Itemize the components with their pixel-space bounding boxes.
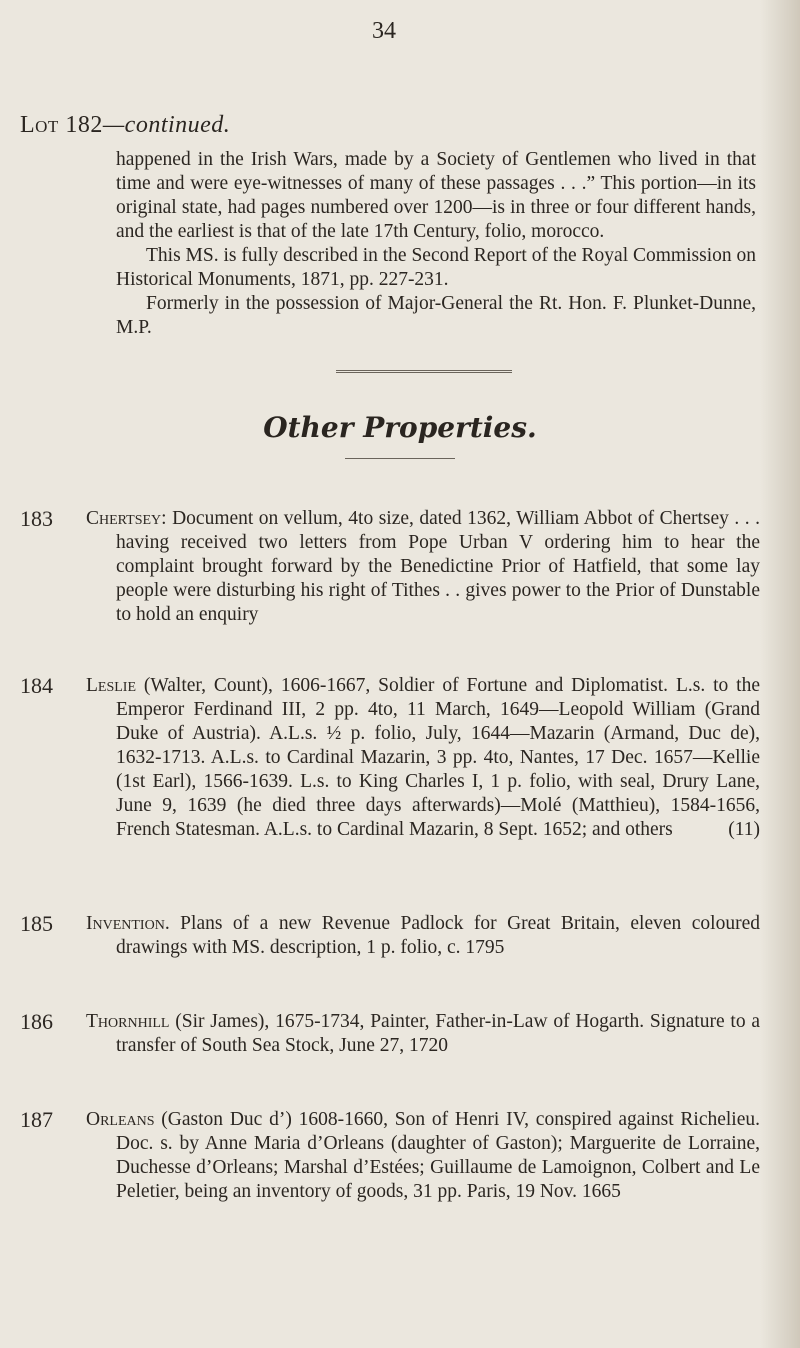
- page-number: 34: [372, 18, 396, 44]
- lot-text: : Document on vellum, 4to size, dated 1362, William Abbot of Chertsey . . . having received two letters from Pope Urban V ordering him to hear the complaint brought forward by the Benedictine Prior of Hatfield, that some lay people were disturbing his right of Tithes . . gives power to the Prior of Dunstable to hold an enquiry: [116, 508, 760, 625]
- double-rule-divider: [336, 370, 512, 373]
- lot-text: . Plans of a new Revenue Padlock for Great Britain, eleven coloured drawings with MS. description, 1 p. folio, c. 1795: [116, 913, 760, 958]
- lot-text: (Gaston Duc d’) 1608-1660, Son of Henri IV, conspired against Richelieu. Doc. s. by Anne Maria d’Orleans (daughter of Gaston); Marguerite de Lorraine, Duchesse d’Orleans; Marshal d’Estées; Guillaume de Lamoignon, Colbert and Le Peletier, being an inventory of goods, 31 pp. Paris, 19 Nov. 1665: [116, 1109, 760, 1202]
- lot-number: 185: [20, 911, 53, 936]
- lot-183: [20, 507, 760, 627]
- continued-paragraph: happened in the Irish Wars, made by a Society of Gentlemen who lived in that time and were eye-witnesses of many of these passages . . .” This portion—in its original state, had pages numbered over 1200—is in three or four different hands, and the earliest is that of the late 17th Century, folio, morocco.: [116, 149, 756, 242]
- lot-number: 184: [20, 673, 53, 698]
- lot-186: [20, 1010, 760, 1058]
- continued-label: —continued.: [102, 112, 231, 138]
- lot-description: [86, 1010, 760, 1058]
- lot-185: [20, 912, 760, 960]
- lot-name: Chertsey: [86, 508, 162, 529]
- short-rule-divider: [345, 458, 455, 459]
- lot-name: Thornhill: [86, 1011, 170, 1032]
- lot-name: Orleans: [86, 1109, 155, 1130]
- lot-continued-number: 182: [65, 112, 103, 138]
- lot-text: (Walter, Count), 1606-1667, Soldier of Fortune and Diplomatist. L.s. to the Emperor Ferdinand III, 2 pp. 4to, 11 March, 1649—Leopold William (Grand Duke of Austria). A.L.s. ½ p. folio, July, 1644—Mazarin (Armand, Duc de), 1632-1713. A.L.s. to Cardinal Mazarin, 3 pp. 4to, Nantes, 17 Dec. 1657—Kellie (1st Earl), 1566-1639. L.s. to King Charles I, 1 p. folio, with seal, Drury Lane, June 9, 1639 (he died three days afterwards)—Molé (Matthieu), 1584-1656, French Statesman. A.L.s. to Cardinal Mazarin, 8 Sept. 1652; and others: [116, 675, 760, 840]
- lot-184: [20, 674, 760, 842]
- lot-number: 187: [20, 1107, 53, 1132]
- lot-name: Invention: [86, 913, 165, 934]
- continued-paragraph: Formerly in the possession of Major-General the Rt. Hon. F. Plunket-Dunne, M.P.: [116, 293, 756, 338]
- section-title: Other Properties.: [263, 411, 537, 444]
- lot-name: Leslie: [86, 675, 137, 696]
- lot-description: [86, 1108, 760, 1204]
- lot-182-continuation: [116, 148, 756, 340]
- lot-187: [20, 1108, 760, 1204]
- lot-number: 183: [20, 506, 53, 531]
- lot-continued-heading: [20, 112, 230, 139]
- continued-paragraph: This MS. is fully described in the Second Report of the Royal Commission on Historical Monuments, 1871, pp. 227-231.: [116, 245, 756, 290]
- lot-count: (11): [728, 819, 760, 840]
- lot-description: [86, 674, 760, 842]
- lot-description: [86, 507, 760, 627]
- lot-description: [86, 912, 760, 960]
- lot-word: Lot: [20, 112, 59, 138]
- lot-number: 186: [20, 1009, 53, 1034]
- lot-text: (Sir James), 1675-1734, Painter, Father-in-Law of Hogarth. Signature to a transfer of South Sea Stock, June 27, 1720: [116, 1011, 760, 1056]
